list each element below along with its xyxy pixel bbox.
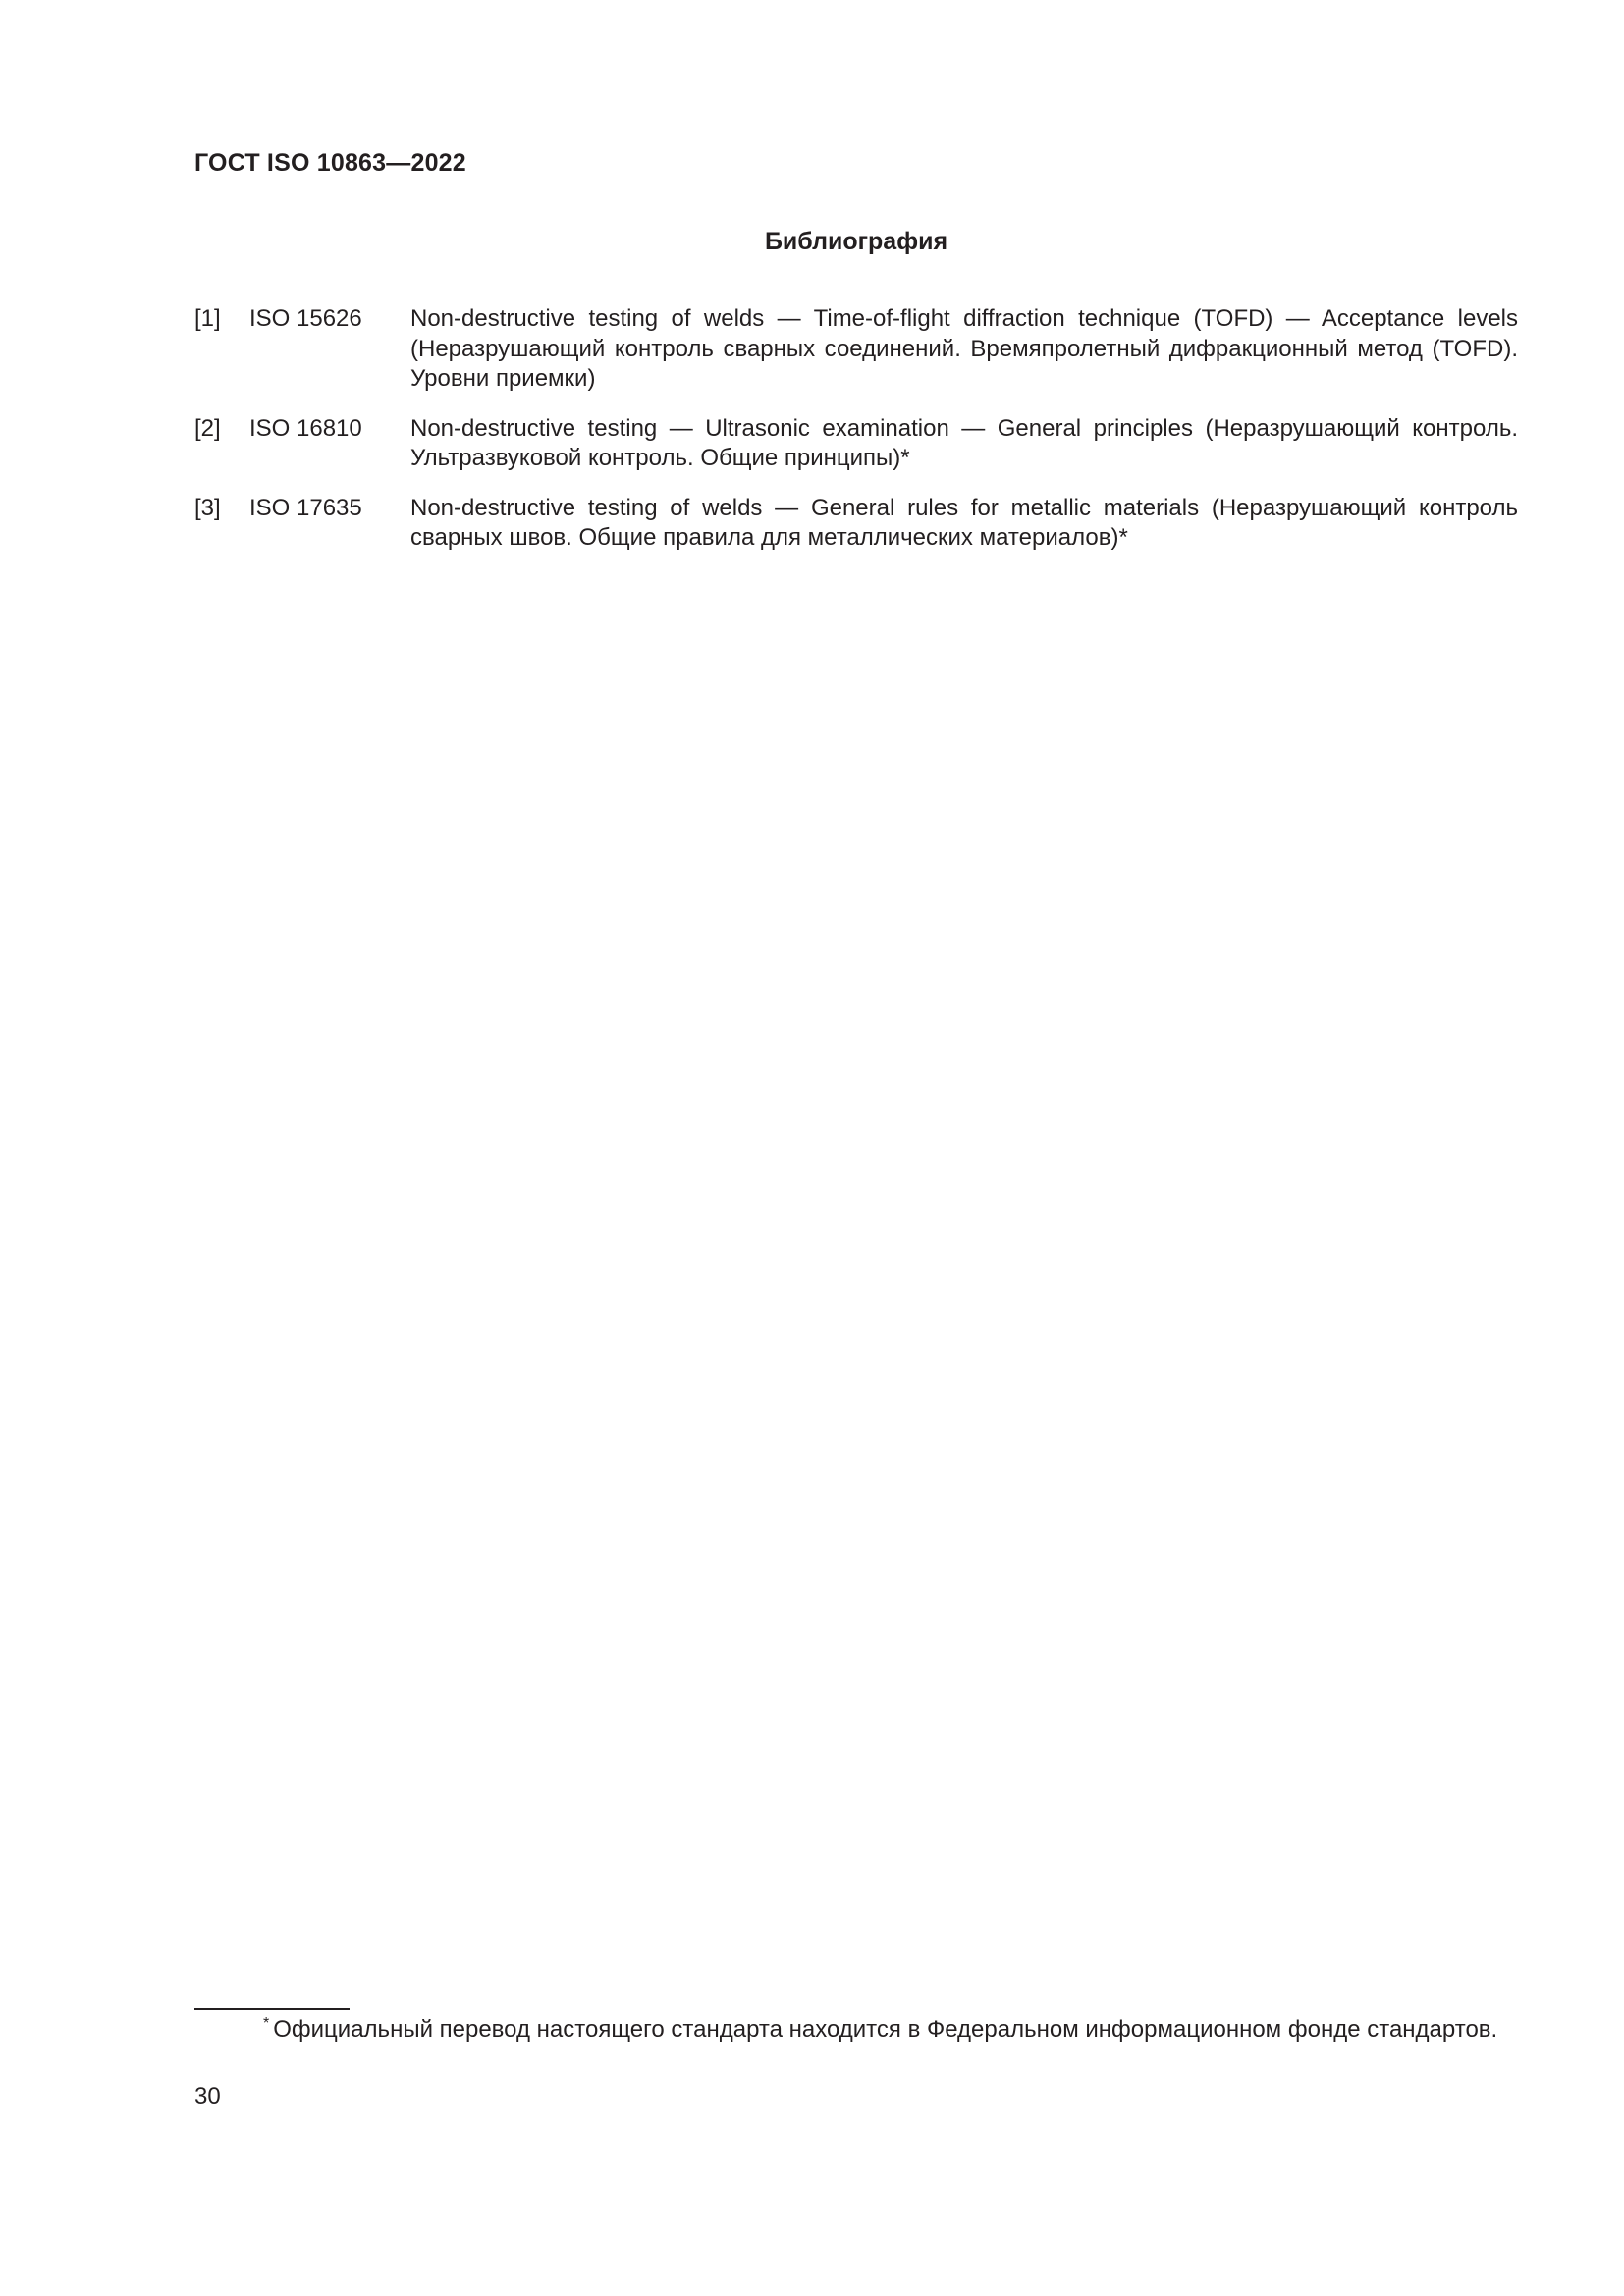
section-title: Библиография — [764, 228, 948, 255]
bibliography-entry — [194, 304, 1518, 395]
entry-title: Non-destructive testing of welds — General rules for metallic materials (Неразрушающий контроль сварных швов. Общие правила для металлических материалов)* — [410, 494, 1518, 551]
footnote-mark: * — [263, 2015, 270, 2032]
entry-standard-code: ISO 17635 — [249, 494, 362, 521]
entry-number: [2] — [194, 414, 221, 442]
bibliography-entry — [194, 494, 1518, 554]
footnote — [194, 2014, 1518, 2045]
entry-title: Non-destructive testing of welds — Time-of-flight diffraction technique (TOFD) — Acceptance levels (Неразрушающий контроль сварных соединений. Времяпролетный дифракционный метод (TOFD). Уровни приемки) — [410, 305, 1518, 392]
bibliography-entry — [194, 414, 1518, 474]
bibliography-list — [194, 304, 1518, 573]
entry-number: [3] — [194, 494, 221, 521]
entry-number: [1] — [194, 305, 221, 332]
entry-title: Non-destructive testing — Ultrasonic examination — General principles (Неразрушающий контроль. Ультразвуковой контроль. Общие принципы)* — [410, 414, 1518, 471]
entry-standard-code: ISO 16810 — [249, 414, 362, 442]
footnote-divider — [194, 2008, 350, 2010]
footnote-text: Официальный перевод настоящего стандарта находится в Федеральном информационном фонде стандартов. — [273, 2016, 1498, 2043]
entry-standard-code: ISO 15626 — [249, 305, 362, 332]
document-header: ГОСТ ISO 10863—2022 — [194, 149, 466, 177]
page-number: 30 — [194, 2083, 221, 2109]
